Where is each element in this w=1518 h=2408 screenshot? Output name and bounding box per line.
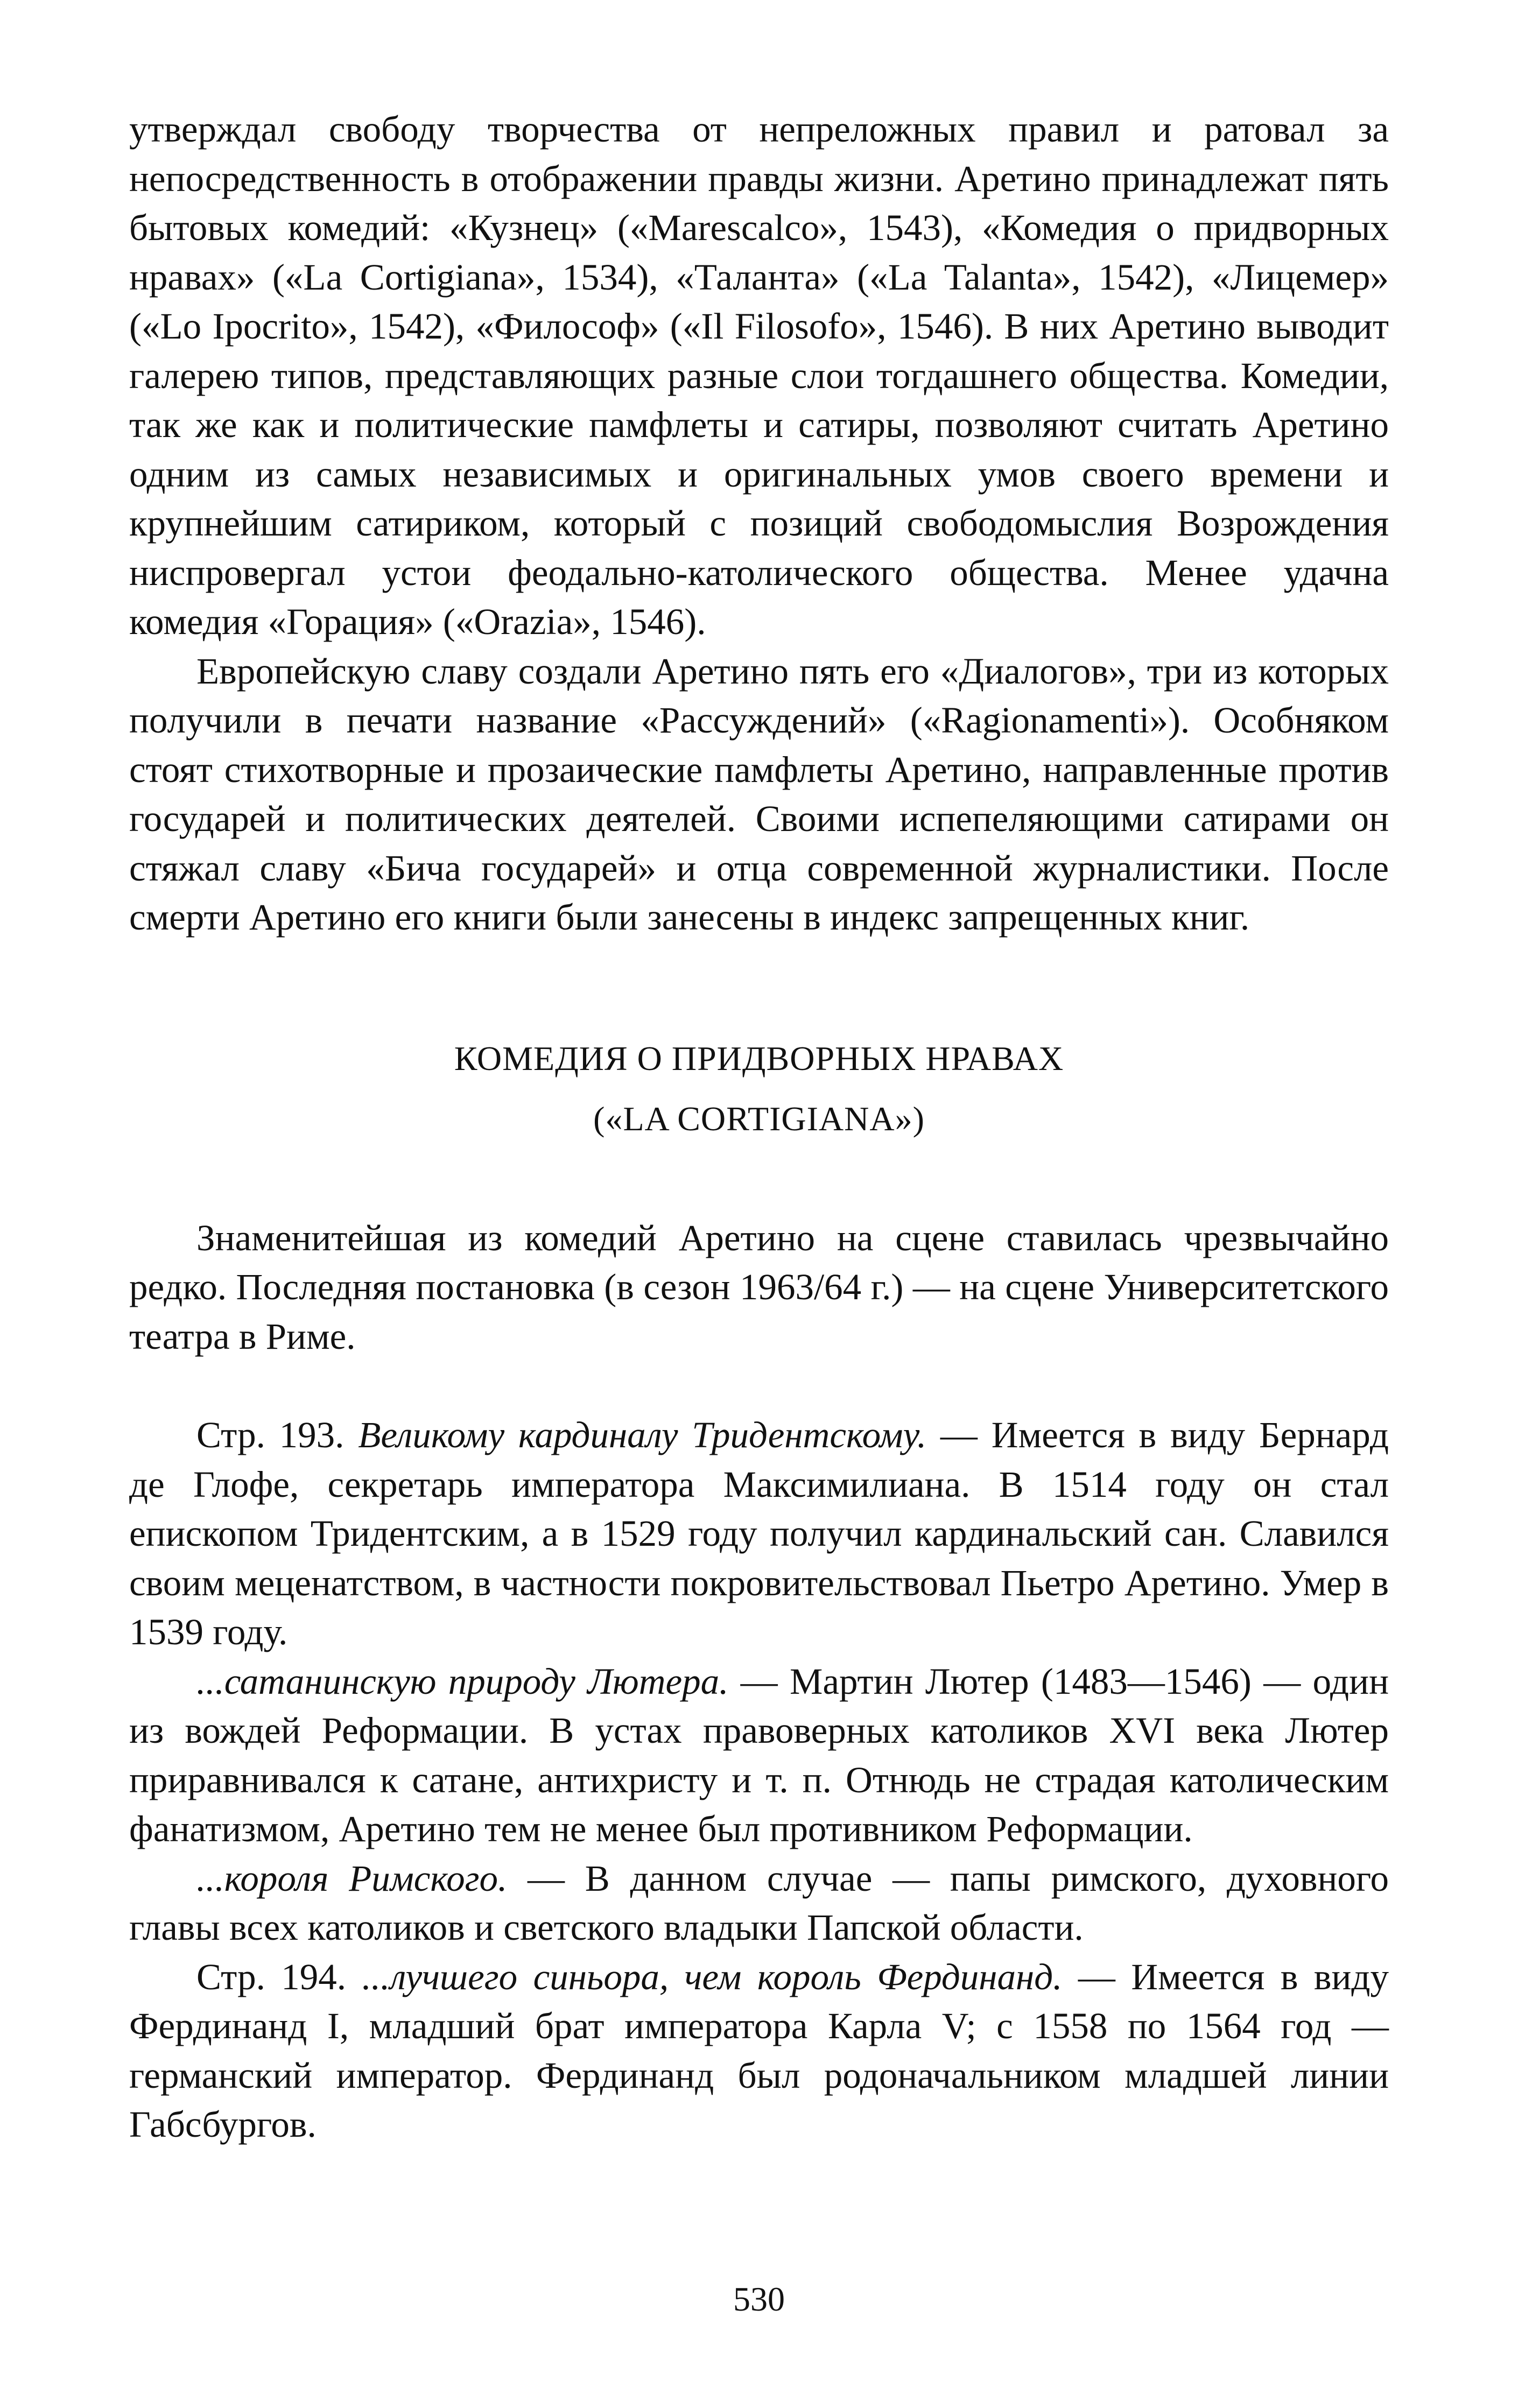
note-3-lemma: ...короля Римского. — [196, 1857, 508, 1899]
section-heading — [129, 1033, 1389, 1145]
note-4 — [129, 1953, 1389, 2150]
note-4-text: — Имеется в виду Фердинанд I, младший брат императора Карла V; с 1558 по 1564 год — германский император. Фердинанд был родоначальником младшей линии Габсбургов. — [129, 1956, 1389, 2145]
note-3-text: — В данном случае — папы римского, духовного главы всех католиков и светского владыки Папской области. — [129, 1857, 1389, 1948]
note-1-prefix: Стр. 193. — [196, 1414, 359, 1455]
intro-paragraph-2: Европейскую славу создали Аретино пять его «Диалогов», три из которых получили в печати название «Рассуждений» («Ragionamenti»). Особняком стоят стихотворные и прозаические памфлеты Аретино, направленные против государей и политических деятелей. Своими испепеляющими сатирами он стяжал славу «Бича государей» и отца современной журналистики. После смерти Аретино его книги были занесены в индекс запрещенных книг. — [129, 650, 1389, 938]
intro-paragraph-1: утверждал свободу творчества от непреложных правил и ратовал за непосредственность в отображении правды жизни. Аретино принадлежат пять бытовых комедий: «Кузнец» («Marescalco», 1543), «Комедия о придворных нравах» («La Cortigiana», 1534), «Таланта» («La Talanta», 1542), «Лицемер» («Lo Ipocrito», 1542), «Философ» («Il Filosofo», 1546). В них Аретино выводит галерею типов, представляющих разные слои тогдашнего общества. Комедии, так же как и политические памфлеты и сатиры, позволяют считать Аретино одним из самых независимых и оригинальных умов своего времени и крупнейшим сатириком, который с позиций свободомыслия Возрождения ниспровергал устои феодально-католического общества. Менее удачна комедия «Горация» («Orazia», 1546). — [129, 109, 1389, 642]
note-4-lemma: ...лучшего синьора, чем король Фердинанд. — [362, 1956, 1063, 1997]
section-subtitle: («LA CORTIGIANA») — [593, 1099, 925, 1138]
note-1-lemma: Великому кардиналу Тридентскому. — [358, 1414, 927, 1455]
note-2-lemma: ...сатанинскую природу Лютера. — [196, 1660, 729, 1702]
section-title: КОМЕДИЯ О ПРИДВОРНЫХ НРАВАХ — [454, 1039, 1064, 1078]
note-2-text: — Мартин Лютер (1483—1546) — один из вождей Реформации. В устах правоверных католиков XVI века Лютер приравнивался к сатане, антихристу и т. п. Отнюдь не страдая католическим фанатизмом, Аретино тем не менее был противником Реформации. — [129, 1660, 1389, 1849]
note-3 — [129, 1854, 1389, 1953]
note-2 — [129, 1657, 1389, 1854]
note-1 — [129, 1411, 1389, 1657]
note-1-text: — Имеется в виду Бернард де Глофе, секретарь императора Максимилиана. В 1514 году он стал епископом Тридентским, а в 1529 году получил кардинальский сан. Славился своим меценатством, в частности покровительствовал Пьетро Аретино. Умер в 1539 году. — [129, 1414, 1389, 1652]
page-number: 530 — [733, 2280, 785, 2318]
note-4-prefix: Стр. 194. — [196, 1956, 362, 1997]
page-body — [129, 105, 1389, 2150]
section-summary: Знаменитейшая из комедий Аретино на сцене ставилась чрезвычайно редко. Последняя постановка (в сезон 1963/64 г.) — на сцене Университетского театра в Риме. — [129, 1217, 1389, 1357]
